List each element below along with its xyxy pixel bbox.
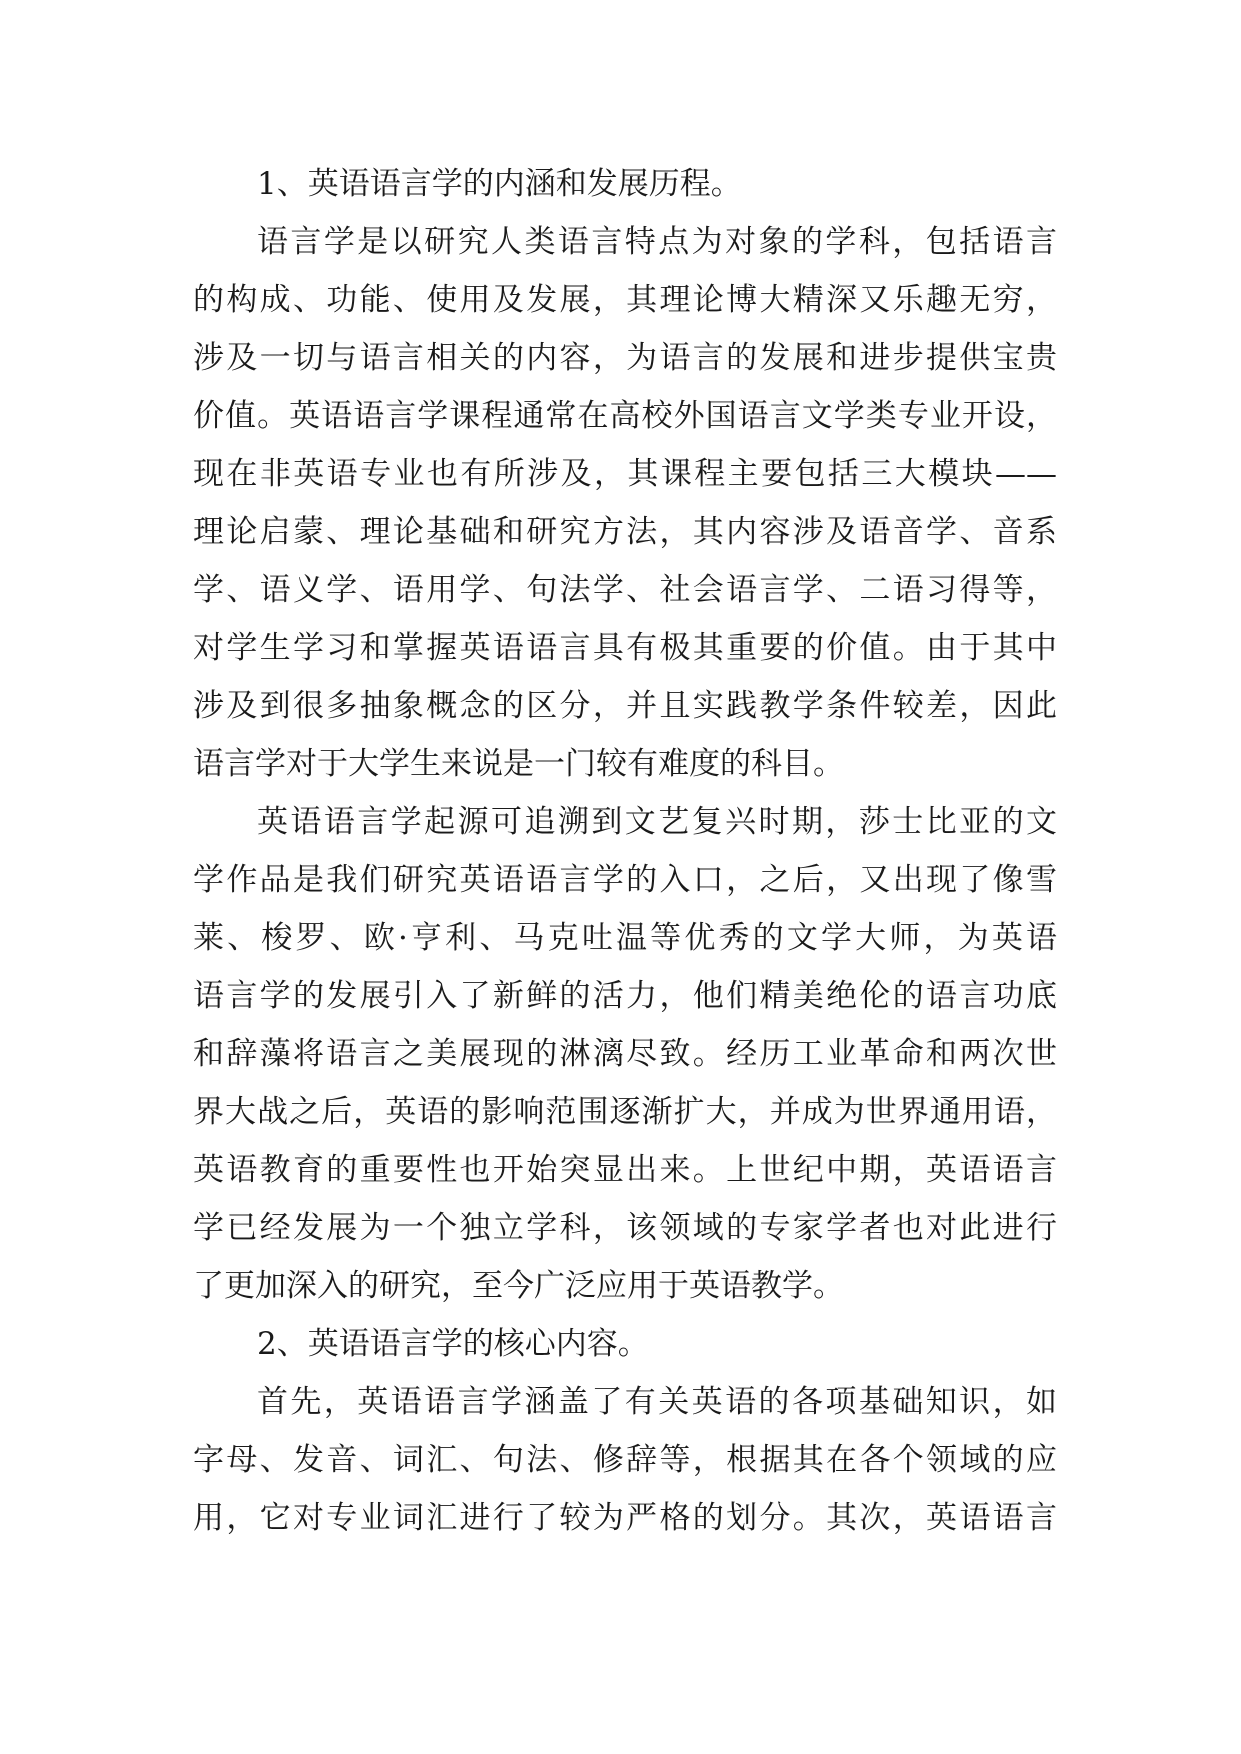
paragraph-line: 首先，英语语言学涵盖了有关英语的各项基础知识，如 [257,1384,1057,1420]
paragraph-line: 学已经发展为一个独立学科，该领域的专家学者也对此进行 [193,1210,1057,1246]
document-body [193,155,1057,1547]
paragraph-line: 现在非英语专业也有所涉及，其课程主要包括三大模块—— [193,456,1057,492]
paragraph-line: 对学生学习和掌握英语语言具有极其重要的价值。由于其中 [193,630,1057,666]
paragraph-line: 语言学对于大学生来说是一门较有难度的科目。 [193,746,844,782]
paragraph-line: 了更加深入的研究，至今广泛应用于英语教学。 [193,1268,844,1304]
paragraph-language-definition [193,213,1057,793]
paragraph-line: 语言学是以研究人类语言特点为对象的学科，包括语言 [257,224,1057,260]
paragraph-line: 莱、梭罗、欧·亨利、马克吐温等优秀的文学大师，为英语 [193,920,1057,956]
paragraph-line: 和辞藻将语言之美展现的淋漓尽致。经历工业革命和两次世 [193,1036,1057,1072]
paragraph-line: 英语语言学起源可追溯到文艺复兴时期，莎士比亚的文 [257,804,1057,840]
paragraph-line: 学作品是我们研究英语语言学的入口，之后，又出现了像雪 [193,862,1057,898]
paragraph-core-content [193,1373,1057,1547]
paragraph-line: 理论启蒙、理论基础和研究方法，其内容涉及语音学、音系 [193,514,1057,550]
section-heading-1: 1、英语语言学的内涵和发展历程。 [257,166,742,202]
paragraph-line: 字母、发音、词汇、句法、修辞等，根据其在各个领域的应 [193,1442,1057,1478]
paragraph-line: 涉及到很多抽象概念的区分，并且实践教学条件较差，因此 [193,688,1057,724]
paragraph-line: 界大战之后，英语的影响范围逐渐扩大，并成为世界通用语， [193,1094,1057,1130]
paragraph-line: 语言学的发展引入了新鲜的活力，他们精美绝伦的语言功底 [193,978,1057,1014]
paragraph-line: 的构成、功能、使用及发展，其理论博大精深又乐趣无穷， [193,282,1057,318]
paragraph-line: 学、语义学、语用学、句法学、社会语言学、二语习得等， [193,572,1057,608]
paragraph-line: 用，它对专业词汇进行了较为严格的划分。其次，英语语言 [193,1500,1057,1536]
paragraph-line: 涉及一切与语言相关的内容，为语言的发展和进步提供宝贵 [193,340,1057,376]
paragraph-line: 价值。英语语言学课程通常在高校外国语言文学类专业开设， [193,398,1057,434]
paragraph-line: 英语教育的重要性也开始突显出来。上世纪中期，英语语言 [193,1152,1057,1188]
paragraph-history [193,793,1057,1315]
section-heading-2: 2、英语语言学的核心内容。 [257,1326,649,1362]
